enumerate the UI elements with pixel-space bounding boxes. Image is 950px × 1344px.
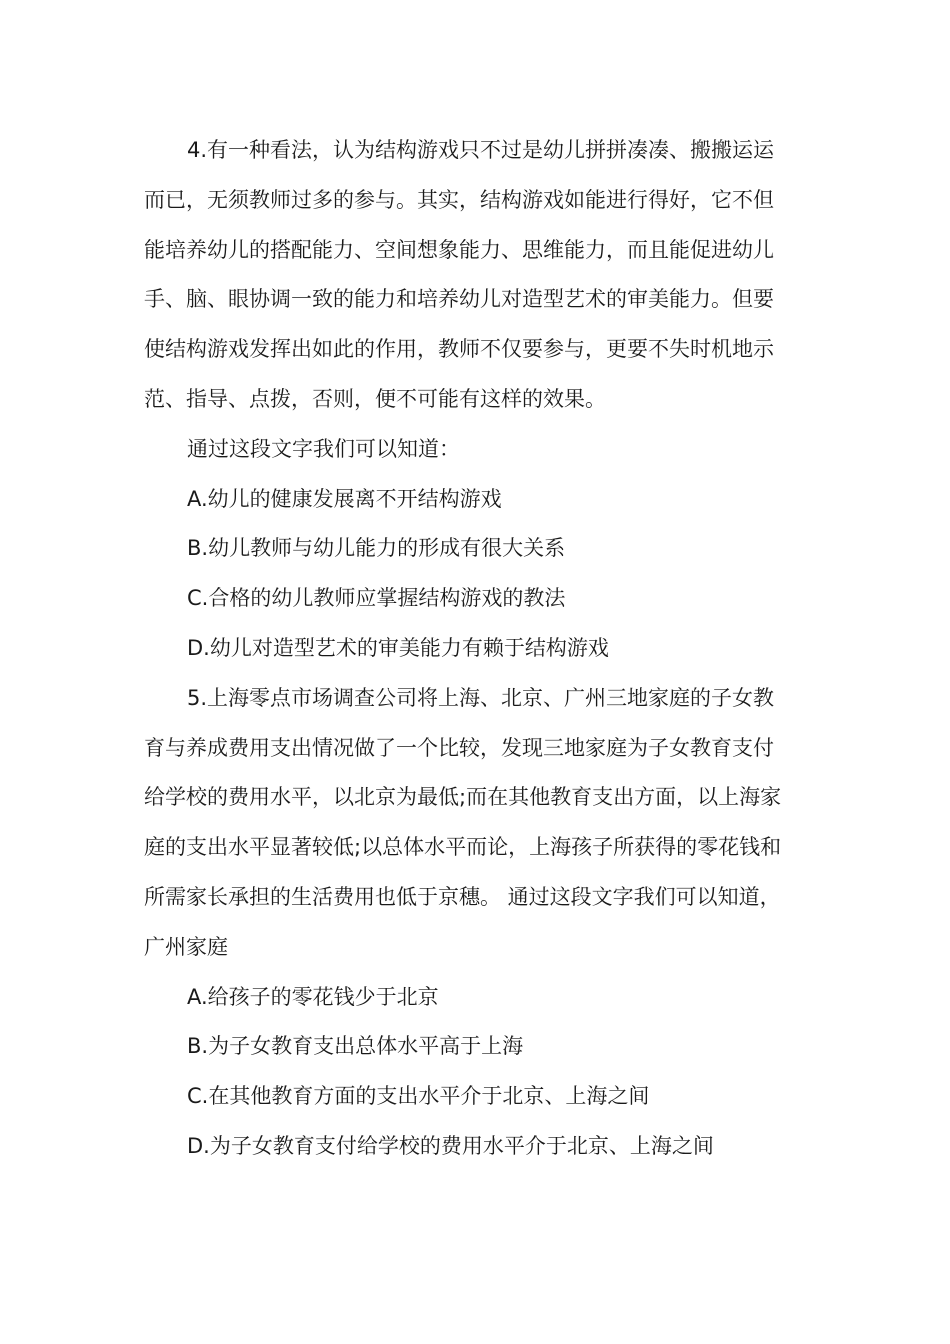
q4-stem-line-2: 而已，无须教师过多的参与。其实，结构游戏如能进行得好，它不但 <box>144 187 774 212</box>
q4-stem-line-6: 范、指导、点拨，否则，便不可能有这样的效果。 <box>144 386 606 411</box>
question-5 <box>144 674 799 1172</box>
q4-stem-line-3: 能培养幼儿的搭配能力、空间想象能力、思维能力，而且能促进幼儿 <box>144 237 774 262</box>
question-4 <box>144 126 799 674</box>
q4-option-d: D.幼儿对造型艺术的审美能力有赖于结构游戏 <box>187 635 609 660</box>
q5-stem-line-4: 庭的支出水平显著较低;以总体水平而论，上海孩子所获得的零花钱和 <box>144 835 782 860</box>
q5-option-c: C.在其他教育方面的支出水平介于北京、上海之间 <box>187 1084 650 1109</box>
q5-stem-line-5: 所需家长承担的生活费用也低于京穗。 通过这段文字我们可以知道， <box>144 884 781 909</box>
q4-stem-line-1: 4.有一种看法，认为结构游戏只不过是幼儿拼拼凑凑、搬搬运运 <box>187 138 775 162</box>
q4-prompt: 通过这段文字我们可以知道： <box>187 436 460 461</box>
q5-stem-line-6: 广州家庭 <box>144 934 228 959</box>
q5-option-b: B.为子女教育支出总体水平高于上海 <box>187 1034 524 1059</box>
q4-options <box>144 475 799 674</box>
question-5-stem <box>144 674 799 973</box>
document-content <box>144 126 799 1172</box>
q4-stem-line-4: 手、脑、眼协调一致的能力和培养幼儿对造型艺术的审美能力。但要 <box>144 287 774 312</box>
q4-option-a: A.幼儿的健康发展离不开结构游戏 <box>187 486 502 511</box>
q5-stem-line-3: 给学校的费用水平，以北京为最低;而在其他教育支出方面，以上海家 <box>144 785 782 810</box>
q5-stem-line-1: 5.上海零点市场调查公司将上海、北京、广州三地家庭的子女教 <box>187 685 775 710</box>
q5-option-d: D.为子女教育支付给学校的费用水平介于北京、上海之间 <box>187 1133 714 1158</box>
q4-option-c: C.合格的幼儿教师应掌握结构游戏的教法 <box>187 586 566 611</box>
q5-option-a: A.给孩子的零花钱少于北京 <box>187 984 439 1009</box>
q4-option-b: B.幼儿教师与幼儿能力的形成有很大关系 <box>187 536 566 561</box>
q5-stem-line-2: 育与养成费用支出情况做了一个比较，发现三地家庭为子女教育支付 <box>144 735 774 760</box>
question-4-stem <box>144 126 799 425</box>
q5-options <box>144 973 799 1172</box>
q4-stem-line-5: 使结构游戏发挥出如此的作用，教师不仅要参与，更要不失时机地示 <box>144 337 774 362</box>
